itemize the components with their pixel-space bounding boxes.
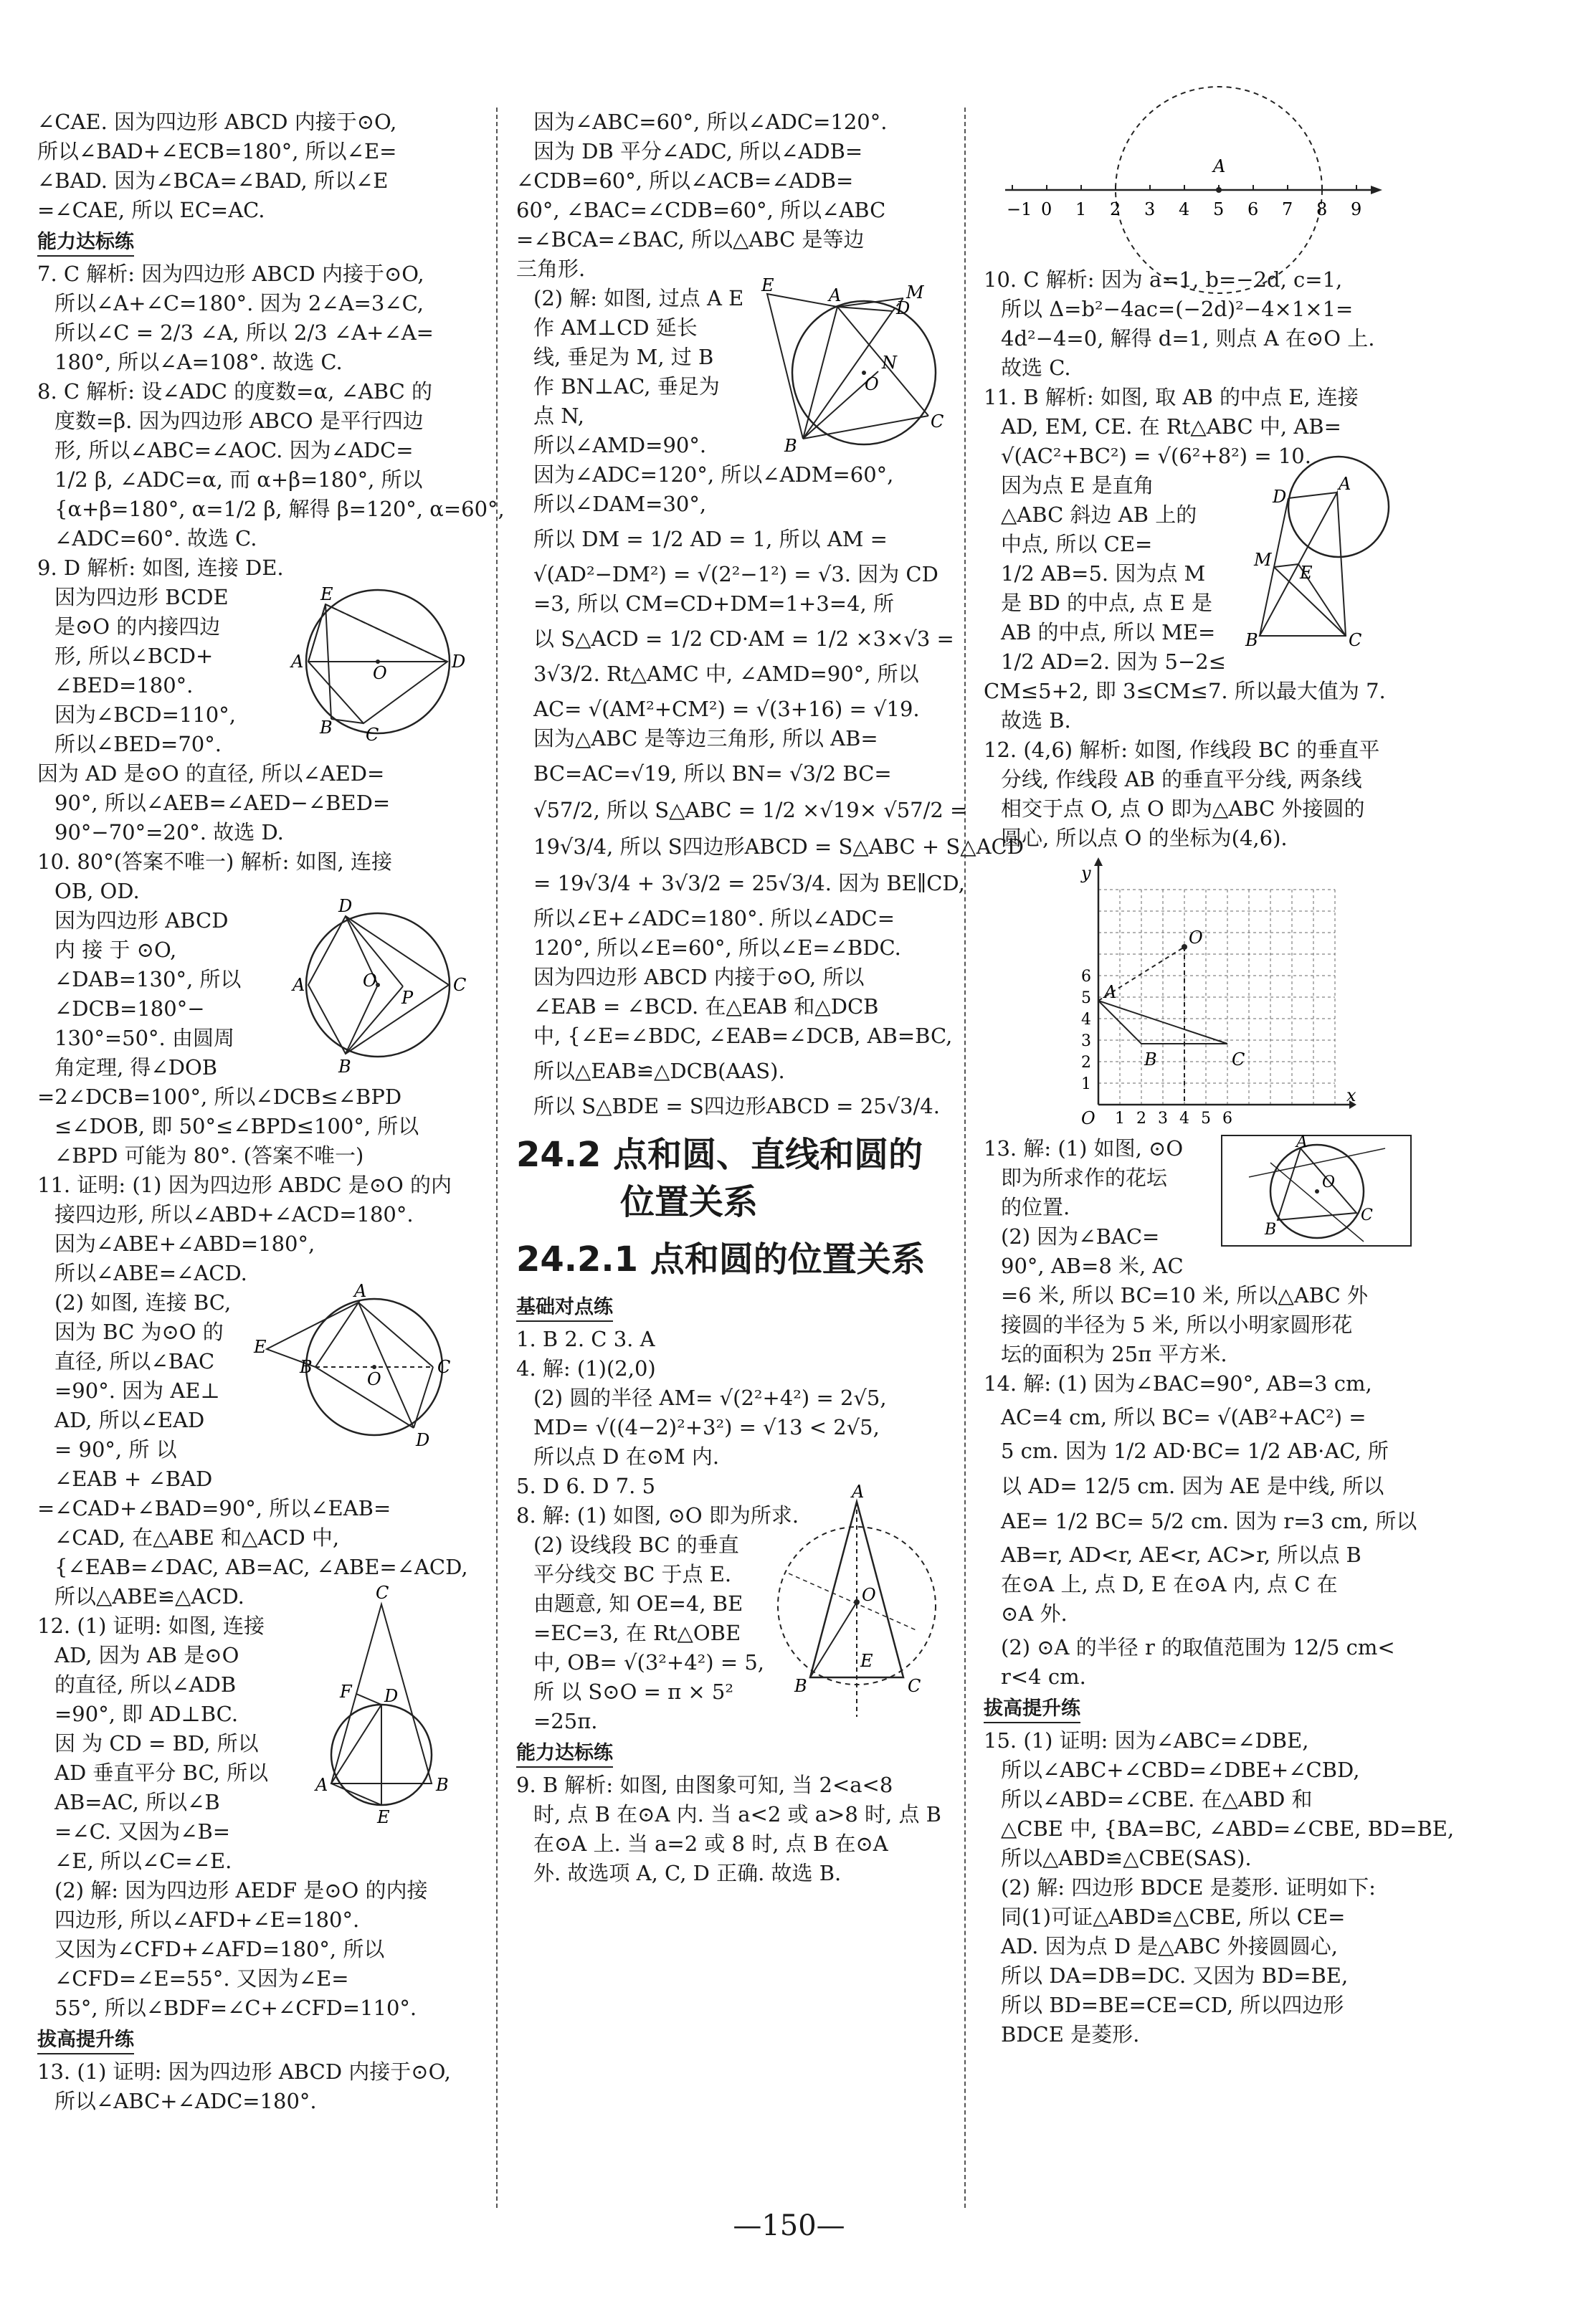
text-line: 10. 80°(答案不唯一) 解析: 如图, 连接 <box>37 849 393 874</box>
figure-number-line-circle <box>984 93 1385 265</box>
text-line: 接圆的半径为 5 米, 所以小明家圆形花 <box>1001 1313 1353 1337</box>
text-line: 所以∠ABC+∠ADC=180°. <box>54 2089 317 2113</box>
svg-text:M: M <box>906 282 924 303</box>
text-line: 所以∠DAM=30°, <box>533 492 707 516</box>
text-line: 即为所求作的花坛 <box>1001 1166 1168 1190</box>
svg-text:A: A <box>1104 982 1117 1002</box>
text-line: (2) 解: 如图, 过点 A E <box>533 286 744 310</box>
svg-text:O: O <box>865 374 879 394</box>
text-line: 因为∠BCD=110°, <box>54 703 236 727</box>
number-line-label: 2 <box>1110 199 1121 219</box>
text-line: 因为∠ABE+∠ABD=180°, <box>54 1232 315 1256</box>
text-line: =25π. <box>533 1709 598 1733</box>
text-line: △CBE 中, {BA=BC, ∠ABD=∠CBE, BD=BE, <box>1001 1816 1455 1841</box>
column-divider <box>496 108 498 2208</box>
text-line: 所以∠BED=70°. <box>54 732 222 756</box>
text-line: BDCE 是菱形. <box>1001 2022 1140 2047</box>
text-line: 四边形, 所以∠AFD+∠E=180°. <box>54 1908 360 1932</box>
text-line: AC= √(AM²+CM²) = √(3+16) = √19. <box>533 697 920 721</box>
text-line: 的位置. <box>1001 1195 1070 1219</box>
text-line: 8. 解: (1) 如图, ⊙O 即为所求. <box>516 1503 799 1528</box>
svg-text:C: C <box>1232 1049 1245 1070</box>
svg-text:D: D <box>1273 487 1287 507</box>
text-line: 因为 DB 平分∠ADC, 所以∠ADB= <box>533 139 863 163</box>
text-line: 1/2 β, ∠ADC=α, 而 α+β=180°, 所以 <box>54 467 423 492</box>
text-line: 9. B 解析: 如图, 由图象可知, 当 2<a<8 <box>516 1773 893 1797</box>
text-line: 又因为∠CFD+∠AFD=180°, 所以 <box>54 1937 385 1961</box>
number-line-label: 7 <box>1282 199 1293 219</box>
text-line: 12. (4,6) 解析: 如图, 作线段 BC 的垂直平 <box>984 738 1380 762</box>
text-line: AE= 1/2 BC= 5/2 cm. 因为 r=3 cm, 所以 <box>1001 1509 1417 1533</box>
text-line: (2) 设线段 BC 的垂直 <box>533 1533 739 1557</box>
text-line: 9. D 解析: 如图, 连接 DE. <box>37 556 284 580</box>
svg-text:A: A <box>354 1281 367 1301</box>
text-line: 在⊙A 上, 点 D, E 在⊙A 内, 点 C 在 <box>1001 1572 1338 1596</box>
svg-text:B: B <box>784 436 797 456</box>
y-tick-label: 2 <box>1081 1054 1091 1072</box>
text-line: 分线, 作线段 AB 的垂直平分线, 两条线 <box>1001 767 1362 791</box>
text-line: (2) 圆的半径 AM= √(2²+4²) = 2√5, <box>533 1386 887 1410</box>
text-line: 180°, 所以∠A=108°. 故选 C. <box>54 350 343 374</box>
text-line: CM≤5+2, 即 3≤CM≤7. 所以最大值为 7. <box>984 679 1386 703</box>
svg-text:B: B <box>320 718 333 738</box>
svg-text:E: E <box>377 1807 390 1827</box>
subsection-title: 24.2.1 点和圆的位置关系 <box>516 1239 926 1280</box>
text-line: 点 N, <box>533 404 584 428</box>
figure-triangle-abc-circle <box>310 1583 475 1848</box>
text-line: (2) 因为∠BAC= <box>1001 1224 1160 1249</box>
figure-right-triangle-circle <box>1238 449 1403 650</box>
svg-text:F: F <box>340 1682 352 1702</box>
text-line: 中点, 所以 CE= <box>1001 532 1153 556</box>
figure-circle-triangle-abc <box>774 1482 946 1724</box>
text-line: (2) 如图, 连接 BC, <box>54 1290 232 1315</box>
text-line: 度数=β. 因为四边形 ABCO 是平行四边 <box>54 409 424 433</box>
text-line: =2∠DCB=100°, 所以∠DCB≤∠BPD <box>37 1085 402 1109</box>
text-line: 所以△ABE≌△ACD. <box>54 1584 244 1609</box>
svg-text:D: D <box>896 298 911 318</box>
svg-text:C: C <box>931 411 944 432</box>
text-line: ∠EAB + ∠BAD <box>54 1467 213 1491</box>
figure-circle-ae-ad <box>252 1281 467 1460</box>
text-line: 故选 B. <box>1001 708 1071 733</box>
svg-text:E: E <box>860 1651 873 1671</box>
svg-text:E: E <box>320 584 333 604</box>
text-line: ≤∠DOB, 即 50°≤∠BPD≤100°, 所以 <box>54 1114 419 1138</box>
text-line: 11. 证明: (1) 因为四边形 ABDC 是⊙O 的内 <box>37 1173 452 1197</box>
text-line: 因为△ABC 是等边三角形, 所以 AB= <box>533 726 878 751</box>
x-tick-label: 3 <box>1158 1110 1168 1128</box>
text-line: {α+β=180°, α=1/2 β, 解得 β=120°, α=60°, <box>54 497 505 521</box>
number-line-label: 3 <box>1144 199 1156 219</box>
text-line: 是 BD 的中点, 点 E 是 <box>1001 591 1213 615</box>
text-line: MD= √((4−2)²+3²) = √13 < 2√5, <box>533 1415 880 1439</box>
text-line: AB=r, AD<r, AE<r, AC>r, 所以点 B <box>1001 1543 1361 1567</box>
text-line: =3, 所以 CM=CD+DM=1+3=4, 所 <box>533 591 894 616</box>
text-line: (2) 解: 四边形 BDCE 是菱形. 证明如下: <box>1001 1875 1376 1900</box>
text-line: 由题意, 知 OE=4, BE <box>533 1591 743 1616</box>
text-line: AD. 因为点 D 是△ABC 外接圆圆心, <box>1001 1934 1339 1958</box>
svg-text:E: E <box>254 1337 267 1357</box>
text-line: 所以△ABD≌△CBE(SAS). <box>1001 1846 1252 1870</box>
text-line: ∠BED=180°. <box>54 673 194 697</box>
text-line: 3√3/2. Rt△AMC 中, ∠AMD=90°, 所以 <box>533 662 919 686</box>
text-line: {∠EAB=∠DAC, AB=AC, ∠ABE=∠ACD, <box>54 1555 468 1579</box>
text-line: ∠EAB = ∠BCD. 在△EAB 和△DCB <box>533 994 879 1019</box>
text-line: 所以△EAB≌△DCB(AAS). <box>533 1059 785 1083</box>
text-line: 时, 点 B 在⊙A 内. 当 a<2 或 a>8 时, 点 B <box>533 1802 941 1827</box>
svg-text:A: A <box>829 285 842 305</box>
figure-circle-bcde <box>281 583 475 748</box>
text-line: 所以∠C = 2/3 ∠A, 所以 2/3 ∠A+∠A= <box>54 320 434 345</box>
text-line: ⊙A 外. <box>1001 1601 1068 1626</box>
text-line: ∠CFD=∠E=55°. 又因为∠E= <box>54 1966 349 1991</box>
text-line: 在⊙A 上. 当 a=2 或 8 时, 点 B 在⊙A <box>533 1832 888 1856</box>
svg-text:E: E <box>1300 563 1313 583</box>
x-tick-label: 6 <box>1222 1110 1232 1128</box>
text-line: 所以∠E+∠ADC=180°. 所以∠ADC= <box>533 906 895 930</box>
text-line: ∠ADC=60°. 故选 C. <box>54 526 257 551</box>
text-line: 所以 DM = 1/2 AD = 1, 所以 AM = <box>533 527 888 551</box>
text-line: 所以∠A+∠C=180°. 因为 2∠A=3∠C, <box>54 291 424 315</box>
text-line: 13. (1) 证明: 因为四边形 ABCD 内接于⊙O, <box>37 2059 451 2084</box>
text-line: =90°, 即 AD⊥BC. <box>54 1702 239 1726</box>
svg-text:C: C <box>453 975 467 995</box>
text-line: 所以 BD=BE=CE=CD, 所以四边形 <box>1001 1993 1344 2017</box>
page-number: —150— <box>733 2209 845 2242</box>
text-line: 8. C 解析: 设∠ADC 的度数=α, ∠ABC 的 <box>37 379 433 404</box>
text-line: ∠BAD. 因为∠BCA=∠BAD, 所以∠E <box>37 168 389 193</box>
text-line: r<4 cm. <box>1001 1665 1086 1689</box>
text-line: 所以∠ABD=∠CBE. 在△ABD 和 <box>1001 1787 1313 1811</box>
y-tick-label: 3 <box>1081 1032 1091 1050</box>
svg-text:B: B <box>1144 1049 1157 1070</box>
text-line: 因为 AD 是⊙O 的直径, 所以∠AED= <box>37 761 385 786</box>
number-line-label: 1 <box>1075 199 1087 219</box>
column-3 <box>984 108 1455 2201</box>
text-line: BC=AC=√19, 所以 BN= √3/2 BC= <box>533 761 892 786</box>
text-line: =∠C. 又因为∠B= <box>54 1819 231 1844</box>
text-line: 是⊙O 的内接四边 <box>54 614 221 639</box>
svg-text:C: C <box>1361 1206 1373 1224</box>
text-line: 外. 故选项 A, C, D 正确. 故选 B. <box>533 1861 842 1885</box>
text-line: 内 接 于 ⊙O, <box>54 938 177 962</box>
text-line: AB=AC, 所以∠B <box>54 1790 220 1814</box>
text-line: 形, 所以∠ABC=∠AOC. 因为∠ADC= <box>54 438 414 462</box>
text-line: 所以∠BAD+∠ECB=180°, 所以∠E= <box>37 139 397 163</box>
svg-text:D: D <box>416 1430 430 1450</box>
text-line: 因 为 CD = BD, 所以 <box>54 1731 259 1756</box>
text-line: 5 cm. 因为 1/2 AD·BC= 1/2 AB·AC, 所 <box>1001 1439 1389 1463</box>
text-line: 形, 所以∠BCD+ <box>54 644 214 668</box>
y-tick-label: 6 <box>1081 968 1091 986</box>
svg-text:O: O <box>1189 928 1203 948</box>
x-tick-label: 4 <box>1179 1110 1189 1128</box>
y-tick-label: 1 <box>1081 1075 1091 1093</box>
text-line: 所以点 D 在⊙M 内. <box>533 1444 720 1469</box>
text-line: 因为四边形 ABCD 内接于⊙O, 所以 <box>533 965 865 989</box>
text-line: 因为∠ADC=120°, 所以∠ADM=60°, <box>533 462 894 487</box>
figure-coordinate-grid <box>1070 857 1356 1130</box>
subsection-heading: 能力达标练 <box>37 229 134 257</box>
x-tick-label: 1 <box>1115 1110 1125 1128</box>
svg-text:B: B <box>794 1676 807 1696</box>
svg-text:B: B <box>1245 630 1258 650</box>
figure-circle-ambn <box>760 275 946 459</box>
svg-text:B: B <box>436 1775 449 1795</box>
text-line: 11. B 解析: 如图, 取 AB 的中点 E, 连接 <box>984 385 1359 409</box>
text-line: 的直径, 所以∠ADB <box>54 1672 237 1697</box>
text-line: =EC=3, 在 Rt△OBE <box>533 1621 741 1645</box>
text-line: 以 AD= 12/5 cm. 因为 AE 是中线, 所以 <box>1001 1474 1384 1498</box>
text-line: ∠CAE. 因为四边形 ABCD 内接于⊙O, <box>37 110 397 134</box>
text-line: 1. B 2. C 3. A <box>516 1327 655 1351</box>
text-line: =6 米, 所以 BC=10 米, 所以△ABC 外 <box>1001 1283 1369 1308</box>
text-line: 线, 垂足为 M, 过 B <box>533 345 714 369</box>
number-line-label: 9 <box>1351 199 1362 219</box>
text-line: 中, OB= √(3²+4²) = 5, <box>533 1650 765 1675</box>
text-line: 因为四边形 ABCD <box>54 908 229 933</box>
text-line: 4. 解: (1)(2,0) <box>516 1356 656 1381</box>
text-line: 坛的面积为 25π 平方米. <box>1001 1342 1227 1366</box>
text-line: 所以 DA=DB=DC. 又因为 BD=BE, <box>1001 1963 1349 1988</box>
text-line: 所以 Δ=b²−4ac=(−2d)²−4×1×1= <box>1001 297 1354 321</box>
svg-text:P: P <box>401 988 414 1008</box>
svg-text:E: E <box>761 275 774 295</box>
text-line: 所以 S△BDE = S四边形ABCD = 25√3/4. <box>533 1094 940 1118</box>
svg-text:C: C <box>1349 630 1362 650</box>
text-line: =∠CAE, 所以 EC=AC. <box>37 198 265 222</box>
text-line: 中, {∠E=∠BDC, ∠EAB=∠DCB, AB=BC, <box>533 1024 953 1048</box>
x-tick-label: 5 <box>1201 1110 1211 1128</box>
text-line: 直径, 所以∠BAC <box>54 1349 215 1373</box>
svg-text:O: O <box>1322 1173 1336 1191</box>
text-line: 14. 解: (1) 因为∠BAC=90°, AB=3 cm, <box>984 1371 1372 1396</box>
text-line: 130°=50°. 由圆周 <box>54 1026 234 1050</box>
svg-text:C: C <box>366 725 379 745</box>
svg-text:B: B <box>1265 1221 1277 1239</box>
text-line: ∠CAD, 在△ABE 和△ACD 中, <box>54 1525 340 1550</box>
text-line: 因为 BC 为⊙O 的 <box>54 1320 224 1344</box>
svg-text:A: A <box>1339 474 1351 494</box>
text-line: 所以∠ABC+∠CBD=∠DBE+∠CBD, <box>1001 1758 1360 1782</box>
svg-text:M: M <box>1254 550 1272 570</box>
figure-circle-abcd-p <box>288 896 475 1078</box>
text-line: √57/2, 所以 S△ABC = 1/2 ×√19× √57/2 = <box>533 798 968 822</box>
x-axis-label: x <box>1346 1085 1356 1105</box>
text-line: 90°, 所以∠AEB=∠AED−∠BED= <box>54 791 391 815</box>
text-line: ∠BPD 可能为 80°. (答案不唯一) <box>54 1143 364 1168</box>
svg-text:A: A <box>315 1775 328 1795</box>
text-line: 以 S△ACD = 1/2 CD·AM = 1/2 ×3×√3 = <box>533 627 954 651</box>
number-line-label: −1 <box>1007 199 1032 219</box>
text-line: △ABC 斜边 AB 上的 <box>1001 503 1197 527</box>
section-title: 24.2 点和圆、直线和圆的 <box>516 1135 923 1175</box>
text-line: ∠DAB=130°, 所以 <box>54 967 242 991</box>
svg-text:D: D <box>338 896 353 916</box>
y-tick-label: 5 <box>1081 989 1091 1007</box>
text-line: 13. 解: (1) 如图, ⊙O <box>984 1136 1184 1161</box>
number-line-label: 8 <box>1316 199 1328 219</box>
subsection-heading: 能力达标练 <box>516 1740 613 1768</box>
text-line: AD 垂直平分 BC, 所以 <box>54 1761 269 1785</box>
svg-text:B: B <box>338 1057 351 1077</box>
svg-text:A: A <box>852 1482 865 1502</box>
text-line: (2) ⊙A 的半径 r 的取值范围为 12/5 cm< <box>1001 1635 1395 1659</box>
text-line: 平分线交 BC 于点 E. <box>533 1562 732 1586</box>
text-line: 7. C 解析: 因为四边形 ABCD 内接于⊙O, <box>37 262 424 286</box>
section-title-line2: 位置关系 <box>620 1182 759 1222</box>
svg-text:O: O <box>363 971 377 991</box>
number-line-label: 4 <box>1179 199 1190 219</box>
y-axis-label: y <box>1081 863 1091 883</box>
text-line: 所以∠AMD=90°. <box>533 433 707 457</box>
text-line: =90°. 因为 AE⊥ <box>54 1378 220 1403</box>
svg-text:C: C <box>437 1357 451 1377</box>
subsection-heading: 基础对点练 <box>516 1295 613 1322</box>
y-tick-label: 4 <box>1081 1011 1091 1029</box>
text-line: 故选 C. <box>1001 356 1071 380</box>
text-line: ∠E, 所以∠C=∠E. <box>54 1849 232 1873</box>
text-line: 所 以 S⊙O = π × 5² <box>533 1680 733 1704</box>
text-line: 1/2 AD=2. 因为 5−2≤ <box>1001 649 1226 674</box>
svg-text:O: O <box>862 1585 876 1605</box>
svg-text:A: A <box>291 652 304 672</box>
subsection-heading: 拔高提升练 <box>984 1696 1080 1723</box>
svg-text:D: D <box>452 652 466 672</box>
svg-text:O: O <box>367 1369 381 1389</box>
text-line: 4d²−4=0, 解得 d=1, 则点 A 在⊙O 上. <box>1001 326 1375 351</box>
svg-text:N: N <box>882 353 897 373</box>
origin-label: O <box>1081 1108 1095 1128</box>
subsection-heading: 拔高提升练 <box>37 2027 134 2054</box>
text-line: 接四边形, 所以∠ABD+∠ACD=180°. <box>54 1202 414 1227</box>
number-line-label: 0 <box>1041 199 1052 219</box>
text-line: AC=4 cm, 所以 BC= √(AB²+AC²) = <box>1001 1405 1367 1429</box>
svg-text:A: A <box>293 975 305 995</box>
text-line: OB, OD. <box>54 879 140 903</box>
text-line: 三角形. <box>516 257 586 281</box>
svg-text:A: A <box>1213 156 1226 176</box>
text-line: 60°, ∠BAC=∠CDB=60°, 所以∠ABC <box>516 198 886 222</box>
svg-text:A: A <box>1296 1133 1308 1151</box>
text-line: AD, EM, CE. 在 Rt△ABC 中, AB= <box>1001 414 1341 439</box>
number-line-label: 5 <box>1213 199 1225 219</box>
x-tick-label: 2 <box>1136 1110 1146 1128</box>
column-2 <box>516 108 1024 2201</box>
text-line: 圆心, 所以点 O 的坐标为(4,6). <box>1001 826 1288 850</box>
column-1 <box>37 108 505 2201</box>
text-line: 10. C 解析: 因为 a=1, b=−2d, c=1, <box>984 267 1343 292</box>
text-line: 90°−70°=20°. 故选 D. <box>54 820 284 844</box>
text-line: = 90°, 所 以 <box>54 1437 177 1462</box>
svg-text:O: O <box>373 663 387 683</box>
svg-text:C: C <box>908 1676 921 1696</box>
text-line: AB 的中点, 所以 ME= <box>1001 620 1216 644</box>
svg-text:C: C <box>376 1583 389 1603</box>
text-line: = 19√3/4 + 3√3/2 = 25√3/4. 因为 BE∥CD, <box>533 871 965 895</box>
text-line: =∠BCA=∠BAC, 所以△ABC 是等边 <box>516 227 865 252</box>
svg-text:D: D <box>384 1686 399 1706</box>
text-line: 19√3/4, 所以 S四边形ABCD = S△ABC + S△ACD <box>533 834 1024 859</box>
text-line: AD, 所以∠EAD <box>54 1408 205 1432</box>
number-line-label: 6 <box>1247 199 1259 219</box>
text-line: 同(1)可证△ABD≌△CBE, 所以 CE= <box>1001 1905 1346 1929</box>
text-line: 12. (1) 证明: 如图, 连接 <box>37 1614 265 1638</box>
text-line: 角定理, 得∠DOB <box>54 1055 218 1080</box>
text-line: ∠CDB=60°, 所以∠ACB=∠ADB= <box>516 168 854 193</box>
text-line: 120°, 所以∠E=60°, 所以∠E=∠BDC. <box>533 935 901 960</box>
text-line: AD, 因为 AB 是⊙O <box>54 1643 239 1667</box>
text-line: 因为点 E 是直角 <box>1001 473 1154 497</box>
text-line: 15. (1) 证明: 因为∠ABC=∠DBE, <box>984 1728 1309 1753</box>
text-line: 所以∠ABE=∠ACD. <box>54 1261 247 1285</box>
text-line: 相交于点 O, 点 O 即为△ABC 外接圆的 <box>1001 796 1365 821</box>
text-line: 1/2 AB=5. 因为点 M <box>1001 561 1206 586</box>
text-line: ∠DCB=180°− <box>54 996 205 1021</box>
text-line: 因为∠ABC=60°, 所以∠ADC=120°. <box>533 110 888 134</box>
text-line: 作 AM⊥CD 延长 <box>533 315 698 340</box>
text-line: 作 BN⊥AC, 垂足为 <box>533 374 720 399</box>
text-line: (2) 解: 因为四边形 AEDF 是⊙O 的内接 <box>54 1878 428 1902</box>
text-line: =∠CAD+∠BAD=90°, 所以∠EAB= <box>37 1496 391 1520</box>
text-line: 因为四边形 BCDE <box>54 585 229 609</box>
figure-flowerbed <box>1220 1134 1414 1249</box>
text-line: √(AC²+BC²) = √(6²+8²) = 10. <box>1001 444 1311 468</box>
column-divider <box>964 108 966 2208</box>
text-line: 90°, AB=8 米, AC <box>1001 1254 1184 1278</box>
svg-text:B: B <box>300 1357 313 1377</box>
text-line: 55°, 所以∠BDF=∠C+∠CFD=110°. <box>54 1996 417 2020</box>
text-line: 5. D 6. D 7. 5 <box>516 1474 656 1498</box>
text-line: √(AD²−DM²) = √(2²−1²) = √3. 因为 CD <box>533 562 938 586</box>
